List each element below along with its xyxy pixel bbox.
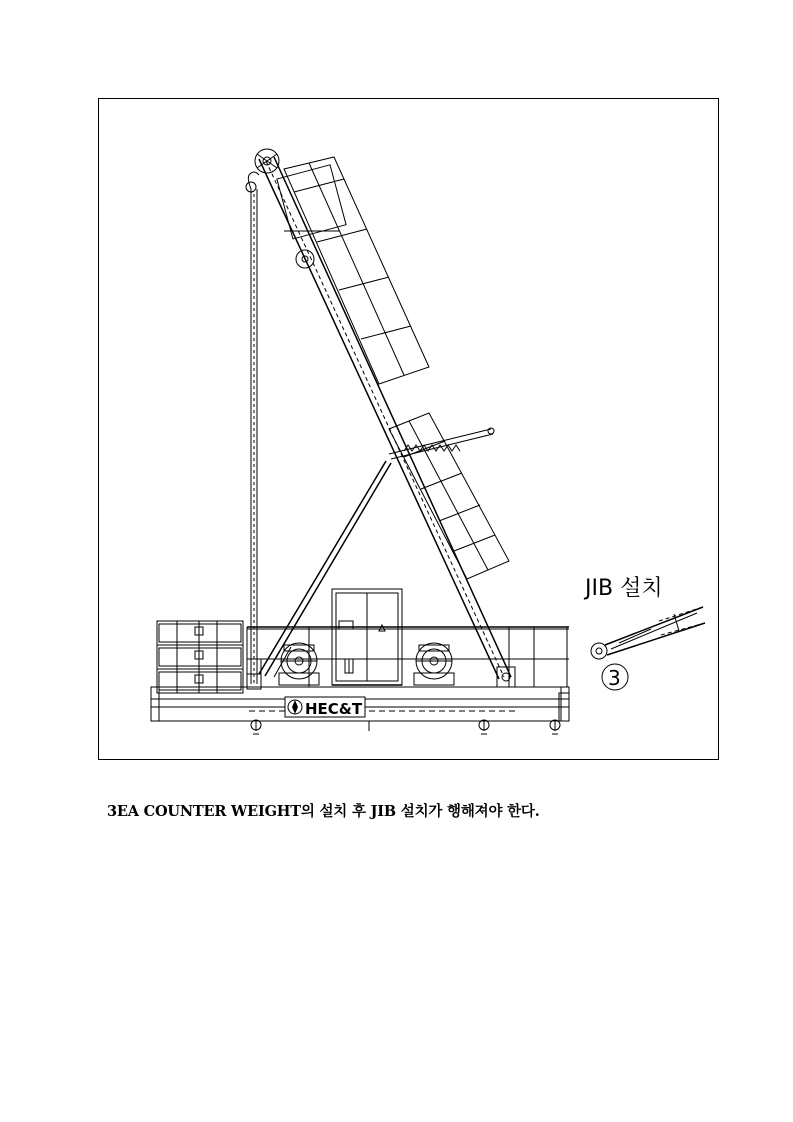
- logo-text: HEC&T: [305, 700, 363, 718]
- winch-left: [279, 643, 319, 685]
- step-number: 3: [608, 666, 621, 690]
- crane-drawing: [99, 99, 720, 761]
- jib-install-label: JIB 설치: [585, 576, 663, 601]
- control-cabinet: [332, 589, 402, 685]
- main-boom: [255, 149, 515, 687]
- figure-caption: 3EA COUNTER WEIGHT의 설치 후 JIB 설치가 행해져야 한다.: [107, 803, 540, 820]
- outrigger-legs: [251, 720, 560, 734]
- support-strut: [259, 461, 391, 677]
- counter-weights: [157, 621, 243, 693]
- boom-cage-lower: [389, 413, 509, 579]
- deck-railing: [247, 627, 569, 687]
- vertical-mast: [246, 172, 261, 689]
- winch-right: [414, 643, 454, 685]
- jib-inset: [583, 576, 705, 690]
- hec-logo-plate: [285, 697, 365, 718]
- boom-cage-upper: [277, 157, 429, 384]
- drawing-frame: [98, 98, 719, 760]
